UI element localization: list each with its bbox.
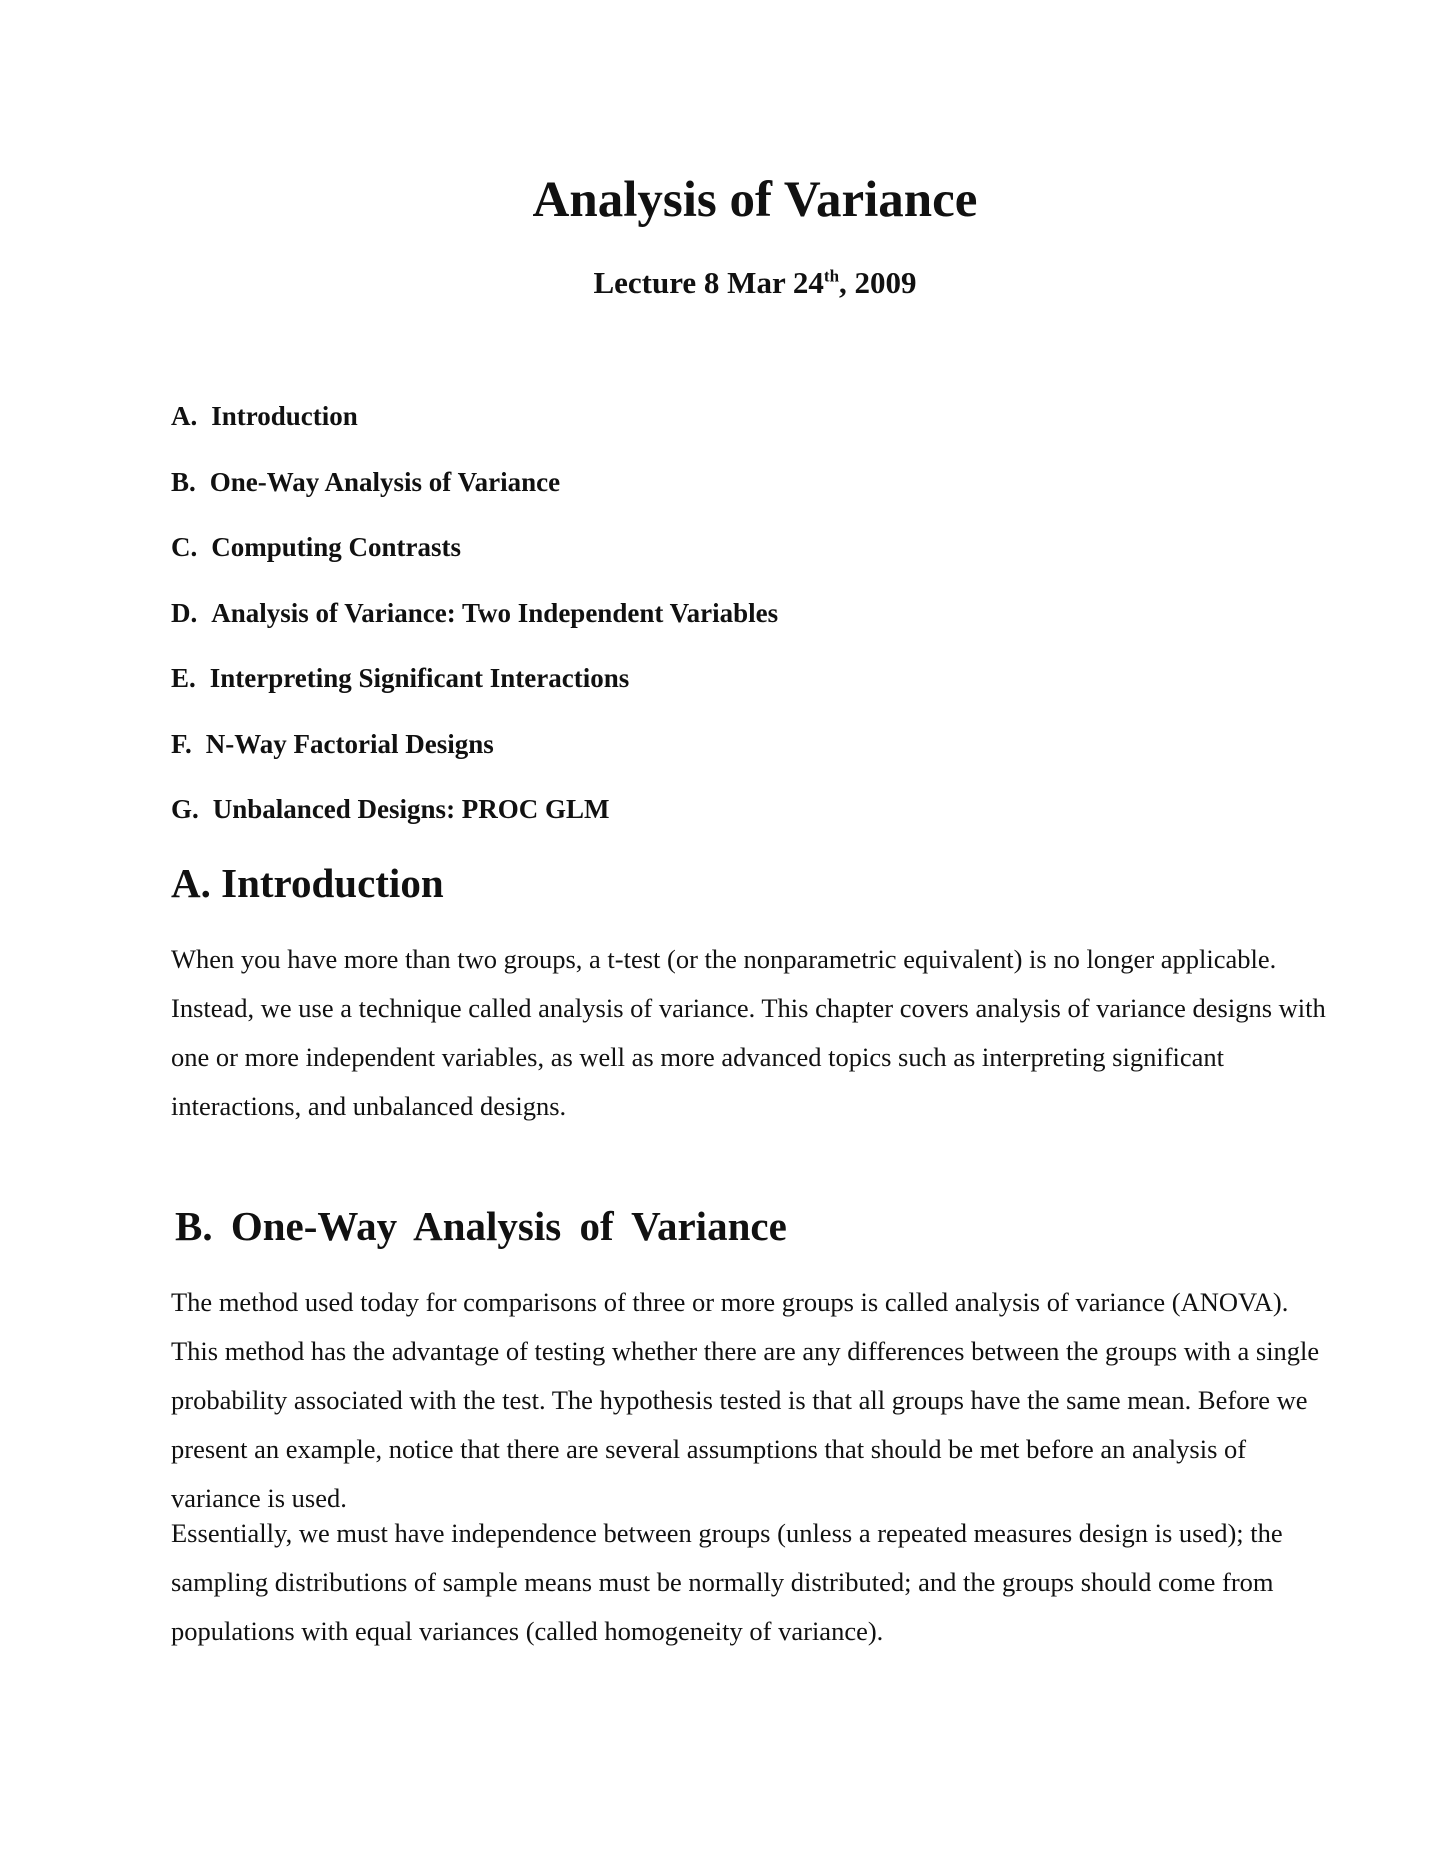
lecture-subtitle	[0, 263, 1456, 303]
subtitle-suffix: , 2009	[839, 265, 917, 300]
subtitle-prefix: Lecture 8 Mar 24	[593, 265, 824, 300]
toc-item-computing-contrasts	[171, 530, 778, 596]
toc-item-unbalanced-designs	[171, 792, 778, 858]
toc-item-one-way-anova	[171, 465, 778, 531]
toc-letter: G.	[171, 794, 199, 824]
subtitle-superscript: th	[823, 266, 840, 286]
toc-label: N-Way Factorial Designs	[205, 728, 494, 759]
toc-letter: E.	[171, 663, 196, 693]
table-of-contents	[171, 399, 778, 858]
toc-letter: D.	[171, 597, 198, 628]
toc-label: Introduction	[211, 401, 358, 431]
one-way-anova-paragraph-2: Essentially, we must have independence between groups (unless a repeated measures design is used); the sampling distributions of sample means must be normally distributed; and the groups should come from populations with equal variances (called homogeneity of variance).	[171, 1518, 1283, 1646]
toc-item-n-way-factorial	[171, 727, 778, 793]
one-way-anova-paragraph-1: The method used today for comparisons of three or more groups is called analysis of variance (ANOVA). This method has the advantage of testing whether there are any differences between the groups with a single probability associated with the test. The hypothesis tested is that all groups have the same mean. Before we present an example, notice that there are several assumptions that should be met before an analysis of variance is used.	[171, 1287, 1320, 1513]
toc-letter: B.	[171, 466, 196, 497]
toc-label: One-Way Analysis of Variance	[209, 466, 561, 497]
toc-letter: F.	[171, 728, 192, 759]
toc-label: Computing Contrasts	[211, 532, 462, 562]
section-heading-introduction: A. Introduction	[171, 860, 444, 906]
toc-label: Interpreting Significant Interactions	[209, 663, 630, 693]
toc-letter: A.	[171, 401, 198, 431]
section-heading-one-way-anova: B. One-Way Analysis of Variance	[175, 1203, 787, 1249]
toc-item-significant-interactions	[171, 661, 778, 727]
toc-letter: C.	[171, 532, 198, 562]
toc-item-introduction	[171, 399, 778, 465]
toc-label: Unbalanced Designs: PROC GLM	[212, 794, 610, 824]
toc-label: Analysis of Variance: Two Independent Variables	[211, 597, 779, 628]
introduction-paragraph: When you have more than two groups, a t-test (or the nonparametric equivalent) is no longer applicable. Instead, we use a technique called analysis of variance. This chapter covers analysis of variance designs with one or more independent variables, as well as more advanced topics such as interpreting significant interactions, and unbalanced designs.	[171, 944, 1326, 1121]
toc-item-two-independent-variables	[171, 596, 778, 662]
document-title: Analysis of Variance	[532, 172, 978, 228]
